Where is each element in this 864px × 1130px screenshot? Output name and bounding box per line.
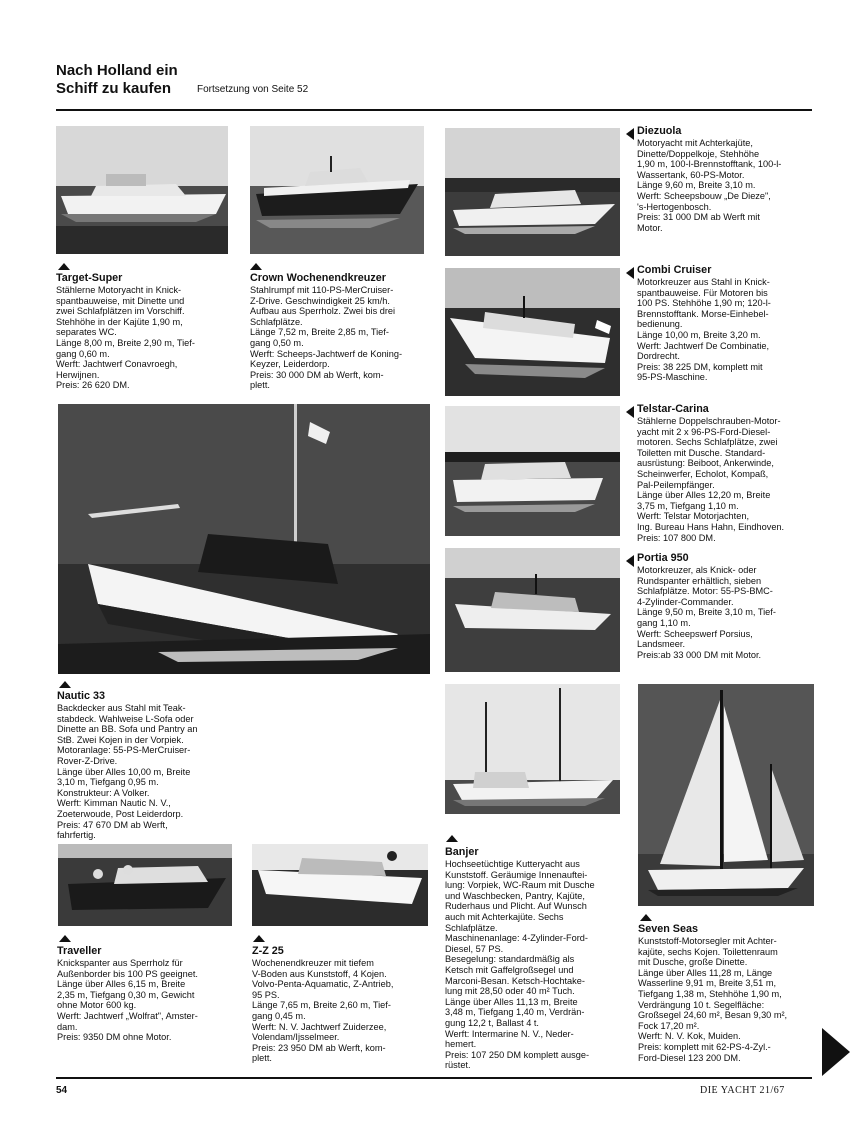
- pointer-left-icon: [626, 128, 634, 140]
- entry-body: Motorkreuzer, als Knick- oder Rundspanter erhältlich, sieben Schlafplätze. Motor: 55-PS-BMC- 4-Zylinder-Commander. Länge 9,50 m, Breite 3,10 m, Tief- gang 1,10 m. Werft: Scheepswerf Porsius, Landsmeer. Preis:ab 33 000 DM mit Motor.: [637, 565, 776, 660]
- top-rule: [56, 109, 812, 111]
- magazine-issue: DIE YACHT 21/67: [700, 1085, 785, 1096]
- photo-portia-950: [445, 548, 620, 672]
- pointer-up-icon: [640, 914, 652, 921]
- entry-diezuola: [637, 125, 817, 233]
- entry-telstar-carina: [637, 403, 817, 543]
- page-number: 54: [56, 1085, 68, 1096]
- pointer-up-icon: [58, 263, 70, 270]
- entry-name: Diezuola: [637, 125, 682, 137]
- pointer-left-icon: [626, 267, 634, 279]
- pointer-left-icon: [626, 406, 634, 418]
- entry-portia-950: [637, 552, 817, 660]
- entry-body: Kunststoff-Motorsegler mit Achter- kajüte, sechs Kojen. Toilettenraum mit Dusche, große Dinette. Länge über Alles 11,28 m, Länge Wasserline 9,91 m, Breite 3,51 m, Tiefgang 1,38 m, Stehhöhe 1,90 m, Verdrängung 10 t. Segelfläche: Großsegel 24,60 m², Besan 9,30 m², Fock 17,20 m². Werft: N. V. Kok, Muiden. Preis: komplett mit 62-PS-4-Zyl.- Ford-Diesel 123 200 DM.: [638, 936, 788, 1063]
- entry-body: Motorkreuzer aus Stahl in Knick- spantbauweise. Für Motoren bis 100 PS. Stehhöhe 1,90 m; 120-l- Brennstofftank. Morse-Einhebel- bedienung. Länge 10,00 m, Breite 3,20 m. Werft: Jachtwerf De Combinatie, Dordrecht. Preis: 38 225 DM, komplett mit 95-PS-Maschine.: [637, 277, 771, 383]
- entry-zz25: [252, 945, 432, 1064]
- entry-name: Banjer: [445, 846, 479, 858]
- entry-name: Crown Wochenendkreuzer: [250, 272, 386, 284]
- photo-banjer: [445, 684, 620, 814]
- next-page-arrow-icon: [822, 1028, 850, 1076]
- entry-target-super: [56, 272, 234, 391]
- pointer-left-icon: [626, 555, 634, 567]
- entry-name: Target-Super: [56, 272, 123, 284]
- continued-note: Fortsetzung von Seite 52: [197, 84, 309, 95]
- photo-nautic-33: [58, 404, 430, 674]
- entry-combi-cruiser: [637, 264, 817, 383]
- photo-telstar-carina: [445, 406, 620, 536]
- title-line-2: Schiff zu kaufen: [56, 80, 172, 97]
- photo-seven-seas: [638, 684, 814, 906]
- entry-banjer: [445, 846, 625, 1071]
- entry-name: Telstar-Carina: [637, 403, 709, 415]
- entry-body: Backdecker aus Stahl mit Teak- stabdeck. Wahlweise L-Sofa oder Dinette an BB. Sofa und Pantry an StB. Zwei Kojen in der Vorpiek. Motoranlage: 55-PS-MerCruiser- Rover-Z-Drive. Länge über Alles 10,00 m, Breite 3,10 m, Tiefgang 0,95 m. Konstrukteur: A Volker. Werft: Kimman Nautic N. V., Zoeterwoude, Post Leiderdorp. Preis: 47 670 DM ab Werft, fahrfertig.: [57, 703, 198, 841]
- photo-diezuola: [445, 128, 620, 256]
- entry-body: Knickspanter aus Sperrholz für Außenborder bis 100 PS geeignet. Länge über Alles 6,15 m, Breite 2,35 m, Tiefgang 0,30 m, Gewicht ohne Motor 600 kg. Werft: Jachtwerf „Wolfrat", Amster- dam. Preis: 9350 DM ohne Motor.: [57, 958, 198, 1043]
- entry-name: Traveller: [57, 945, 102, 957]
- entry-name: Combi Cruiser: [637, 264, 712, 276]
- pointer-up-icon: [446, 835, 458, 842]
- entry-body: Stählerne Motoryacht in Knick- spantbauweise, mit Dinette und zwei Schlafplätzen im Vorschiff. Stehhöhe in der Kajüte 1,90 m, separates WC. Länge 8,00 m, Breite 2,90 m, Tief- gang 0,60 m. Werft: Jachtwerf Conavroegh, Herwijnen. Preis: 26 620 DM.: [56, 285, 195, 391]
- entry-crown: [250, 272, 432, 391]
- article-title: [56, 62, 178, 98]
- entry-name: Z-Z 25: [252, 945, 284, 957]
- entry-nautic-33: [57, 690, 241, 841]
- entry-body: Stahlrumpf mit 110-PS-MerCruiser- Z-Drive. Geschwindigkeit 25 km/h. Aufbau aus Sperrholz. Zwei bis drei Schlafplätze. Länge 7,52 m, Breite 2,85 m, Tief- gang 0,50 m. Werft: Scheeps-Jachtwerf de Koning- Keyzer, Leiderdorp. Preis: 30 000 DM ab Werft, kom- plett.: [250, 285, 403, 391]
- entry-seven-seas: [638, 923, 818, 1063]
- entry-body: Motoryacht mit Achterkajüte, Dinette/Doppelkoje, Stehhöhe 1,90 m, 100-l-Brennstofftank, 100-l- Wassertank, 60-PS-Motor. Länge 9,60 m, Breite 3,10 m. Werft: Scheepsbouw „De Dieze", 's-Hertogenbosch. Preis: 31 000 DM ab Werft mit Motor.: [637, 138, 782, 233]
- title-line-1: Nach Holland ein: [56, 62, 178, 79]
- entry-body: Hochseetüchtige Kutteryacht aus Kunststoff. Geräumige Innenauftei- lung: Vorpiek, WC-Raum mit Dusche und Waschbecken, Pantry, Kajüte, Ruderhaus und Plicht. Auf Wunsch auch mit Achterkajüte. Sechs Schlafplätze. Maschinenanlage: 4-Zylinder-Ford- Diesel, 57 PS. Besegelung: standardmäßig als Ketsch mit Gaffelgroßsegel und Marconi-Besan. Ketsch-Hochtake- lung mit 28,50 oder 40 m² Tuch. Länge über Alles 11,13 m, Breite 3,48 m, Tiefgang 1,40 m, Verdrän- gung 12,2 t, Ballast 4 t. Werft: Intermarine N. V., Neder- hemert. Preis: 107 250 DM komplett ausge- rüstet.: [445, 859, 595, 1071]
- pointer-up-icon: [250, 263, 262, 270]
- photo-target-super: [56, 126, 228, 254]
- photo-combi-cruiser: [445, 268, 620, 396]
- entry-body: Wochenendkreuzer mit tiefem V-Boden aus Kunststoff, 4 Kojen. Volvo-Penta-Aquamatic, Z-Antrieb, 95 PS. Länge 7,65 m, Breite 2,60 m, Tief- gang 0,45 m. Werft: N. V. Jachtwerf Zuiderzee, Volendam/Ijsselmeer. Preis: 23 950 DM ab Werft, kom- plett.: [252, 958, 394, 1064]
- entry-name: Portia 950: [637, 552, 689, 564]
- entry-traveller: [57, 945, 239, 1043]
- pointer-up-icon: [59, 935, 71, 942]
- photo-zz25: [252, 844, 428, 926]
- photo-traveller: [58, 844, 232, 926]
- pointer-up-icon: [253, 935, 265, 942]
- pointer-up-icon: [59, 681, 71, 688]
- entry-body: Stählerne Doppelschrauben-Motor- yacht mit 2 x 96-PS-Ford-Diesel- motoren. Sechs Schlafplätze, zwei Toiletten mit Dusche. Standard- ausrüstung: Beiboot, Ankerwinde, Scheinwerfer, Echolot, Kompaß, Pal-Peilempfänger. Länge über Alles 12,20 m, Breite 3,75 m, Tiefgang 1,10 m. Werft: Telstar Motorjachten, Ing. Bureau Hans Hahn, Eindhoven. Preis: 107 800 DM.: [637, 416, 785, 543]
- entry-name: Nautic 33: [57, 690, 106, 702]
- entry-name: Seven Seas: [638, 923, 699, 935]
- photo-crown: [250, 126, 424, 254]
- bottom-rule: [56, 1077, 812, 1079]
